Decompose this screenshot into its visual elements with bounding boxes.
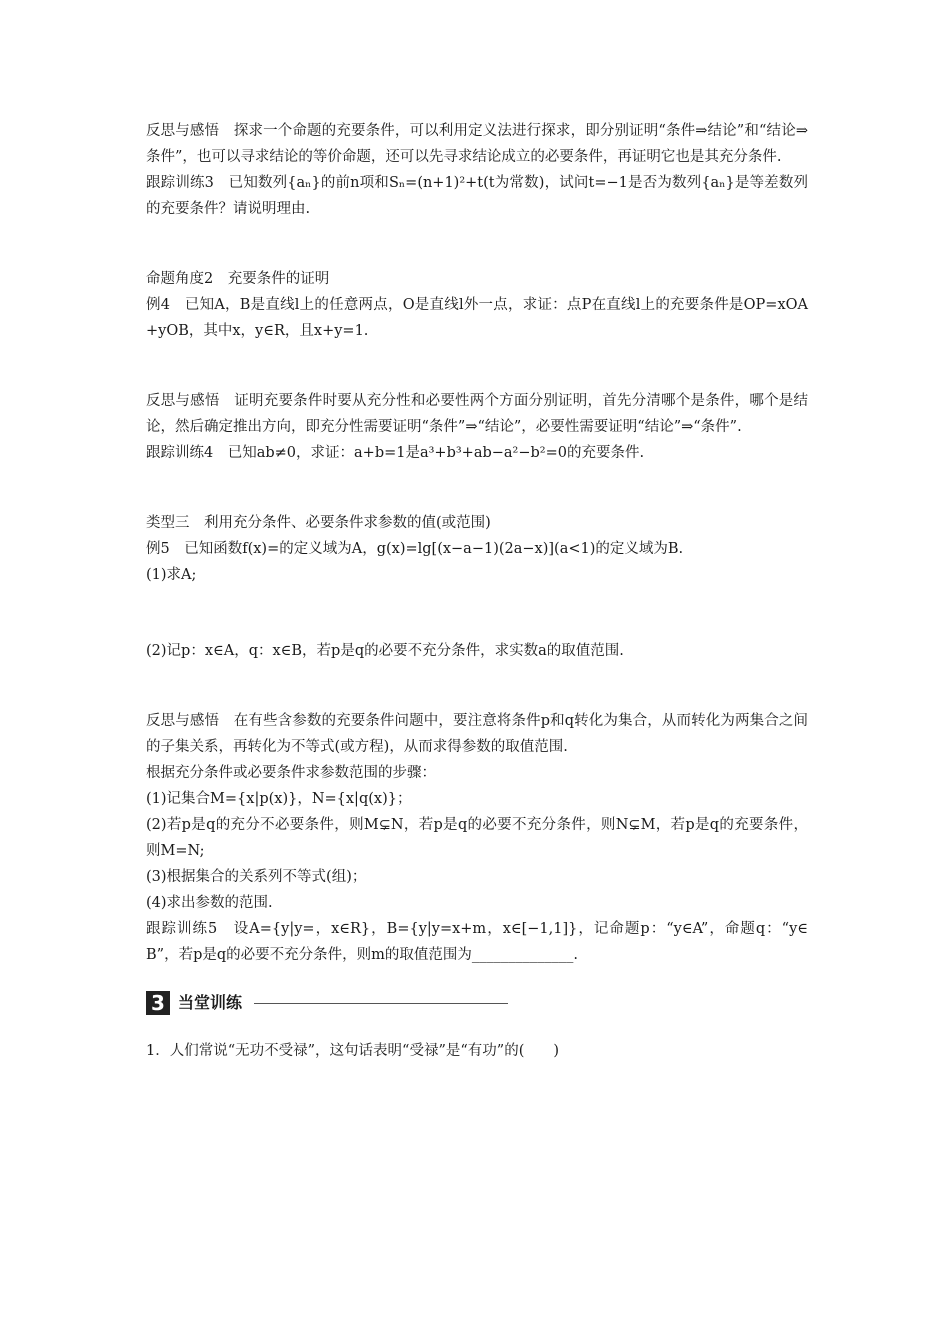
steps-heading: 根据充分条件或必要条件求参数范围的步骤：	[146, 765, 436, 781]
example-4: 例4 已知A，B是直线l上的任意两点，O是直线l外一点，求证：点P在直线l上的充要条件是OP=xOA+yOB，其中x，y∈R，且x+y=1.	[146, 297, 808, 339]
type-three-heading: 类型三 利用充分条件、必要条件求参数的值(或范围)	[146, 515, 491, 531]
reflection-3: 反思与感悟 在有些含参数的充要条件问题中，要注意将条件p和q转化为集合，从而转化为两集合之间的子集关系，再转化为不等式(或方程)，从而求得参数的取值范围.	[146, 713, 808, 755]
step-1: (1)记集合M={x|p(x)}，N={x|q(x)}；	[146, 791, 412, 807]
topic-angle-2: 命题角度2 充要条件的证明	[146, 271, 330, 287]
reflection-1: 反思与感悟 探求一个命题的充要条件，可以利用定义法进行探求，即分别证明“条件⇒结论”和“结论⇒条件”，也可以寻求结论的等价命题，还可以先寻求结论成立的必要条件，再证明它也是其充分条件.	[146, 123, 808, 165]
example-5-part-1: (1)求A;	[146, 567, 197, 583]
question-1: 1．人们常说“无功不受禄”，这句话表明“受禄”是“有功”的( )	[146, 1043, 560, 1059]
step-4: (4)求出参数的范围.	[146, 895, 273, 911]
example-5: 例5 已知函数f(x)=的定义域为A，g(x)=lg[(x−a−1)(2a−x)](a<1)的定义域为B.	[146, 541, 684, 557]
section-divider	[254, 1003, 508, 1004]
document-page	[146, 118, 808, 1064]
example-5-part-2: (2)记p：x∈A，q：x∈B，若p是q的必要不充分条件，求实数a的取值范围.	[146, 643, 624, 659]
step-3: (3)根据集合的关系列不等式(组)；	[146, 869, 367, 885]
step-2: (2)若p是q的充分不必要条件，则M⊊N，若p是q的必要不充分条件，则N⊊M，若p是q的充要条件，则M=N;	[146, 817, 808, 859]
practice-5: 跟踪训练5 设A={y|y=，x∈R}，B={y|y=x+m，x∈[−1,1]}，记命题p：“y∈A”，命题q：“y∈B”，若p是q的必要不充分条件，则m的取值范围为______________.	[146, 921, 808, 963]
practice-3: 跟踪训练3 已知数列{aₙ}的前n项和Sₙ=(n+1)²+t(t为常数)，试问t=−1是否为数列{aₙ}是等差数列的充要条件？请说明理由.	[146, 175, 808, 217]
reflection-2: 反思与感悟 证明充要条件时要从充分性和必要性两个方面分别证明，首先分清哪个是条件，哪个是结论，然后确定推出方向，即充分性需要证明“条件”⇒“结论”，必要性需要证明“结论”⇒“条件”.	[146, 393, 808, 435]
section-title: 当堂训练	[178, 993, 243, 1012]
practice-4: 跟踪训练4 已知ab≠0，求证：a+b=1是a³+b³+ab−a²−b²=0的充要条件.	[146, 445, 645, 461]
section-number-badge: 3	[146, 991, 170, 1015]
section-header	[146, 986, 808, 1020]
